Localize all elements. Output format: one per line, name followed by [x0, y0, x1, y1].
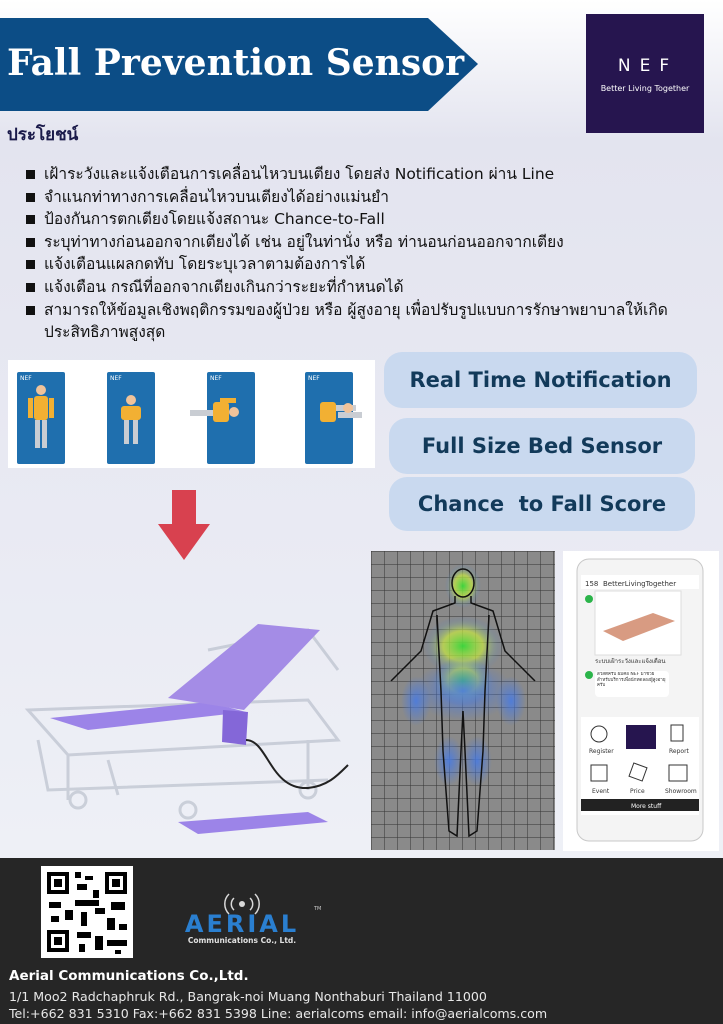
aerial-brand: AERIAL [184, 910, 300, 938]
pad-brand-label: NEF [110, 375, 122, 382]
pad-brand-label: NEF [20, 375, 32, 382]
feature-pill-fall-score: Chance to Fall Score [389, 477, 695, 531]
logo-tagline: Better Living Together [600, 84, 690, 93]
pad-lying-side [305, 372, 362, 464]
pressure-heatmap [371, 551, 555, 850]
benefit-item: แจ้งเตือนแผลกดทับ โดยระบุเวลาตามต้องการได้ [26, 253, 716, 276]
posture-illustration [8, 360, 375, 468]
benefit-item: ป้องกันการตกเตียงโดยแจ้งสถานะ Chance-to-Fall [26, 208, 716, 231]
phone-svg [563, 551, 719, 851]
aerial-logo [162, 890, 322, 946]
footer-contact: Tel:+662 831 5310 Fax:+662 831 5398 Line: aerialcoms email: info@aerialcoms.com [9, 1006, 548, 1021]
pad-lying-straight [17, 372, 65, 464]
feature-pill-realtime: Real Time Notification [384, 352, 697, 408]
bed-sensor-illustration [8, 590, 364, 840]
menu-register[interactable]: Register [589, 748, 614, 755]
benefit-item: สามารถให้ข้อมูลเชิงพฤติกรรมของผู้ป่วย หรือ ผู้สูงอายุ เพื่อปรับรูปแบบการรักษาพยาบาลให้เกิดประสิทธิภาพสูงสุด [26, 299, 716, 344]
aerial-brand-sub: Communications Co., Ltd. [187, 936, 297, 945]
nef-logo [586, 14, 704, 133]
line-app-phone-mockup [563, 551, 719, 851]
pad-brand-label: NEF [308, 375, 320, 382]
pad-sitting [107, 372, 155, 464]
pad-brand-label: NEF [210, 375, 222, 382]
posture-pads-svg [8, 360, 375, 468]
chat-image-caption: ระบบเฝ้าระวังและแจ้งเตือน [595, 658, 666, 665]
benefits-list [26, 163, 716, 344]
menu-report[interactable]: Report [669, 748, 689, 755]
title-banner [0, 18, 478, 111]
aerial-logo-svg [162, 890, 322, 946]
chat-back-count: 158 [585, 580, 599, 588]
benefits-heading: ประโยชน์ [7, 125, 79, 145]
feature-pill-bed-sensor: Full Size Bed Sensor [389, 418, 695, 474]
menu-price[interactable]: Price [630, 788, 645, 795]
logo-mark: NEF [617, 56, 679, 76]
benefit-item: ระบุท่าทางก่อนออกจากเตียงได้ เช่น อยู่ในท่านั่ง หรือ ท่านอนก่อนออกจากเตียง [26, 231, 716, 254]
benefit-item: เฝ้าระวังและแจ้งเตือนการเคลื่อนไหวบนเตียง โดยส่ง Notification ผ่าน Line [26, 163, 716, 186]
down-arrow-icon [158, 490, 210, 560]
more-stuff-button[interactable]: More stuff [631, 803, 662, 810]
page-title: Fall Prevention Sensor [7, 42, 465, 84]
benefit-item: จำแนกท่าทางการเคลื่อนไหวบนเตียงได้อย่างแม่นยำ [26, 186, 716, 209]
menu-event[interactable]: Event [592, 788, 610, 795]
footer-company-name: Aerial Communications Co.,Ltd. [9, 968, 249, 984]
qr-code [41, 866, 133, 958]
footer-address: 1/1 Moo2 Radchaphruk Rd., Bangrak-noi Muang Nonthaburi Thailand 11000 [9, 989, 487, 1004]
chat-title: BetterLivingTogether [603, 580, 677, 588]
aerial-trademark: TM [314, 906, 322, 912]
chat-message: สวัสดีครับ ผมคือ NEF มาช่วยสำหรับบริการเพื่อนักทดลองผู้สูงอายุครับ [597, 672, 666, 688]
benefit-item: แจ้งเตือน กรณีที่ออกจากเตียงเกินกว่าระยะที่กำหนดได้ [26, 276, 716, 299]
pad-leaving-side [190, 372, 255, 464]
menu-showroom[interactable]: Showroom [665, 788, 697, 795]
